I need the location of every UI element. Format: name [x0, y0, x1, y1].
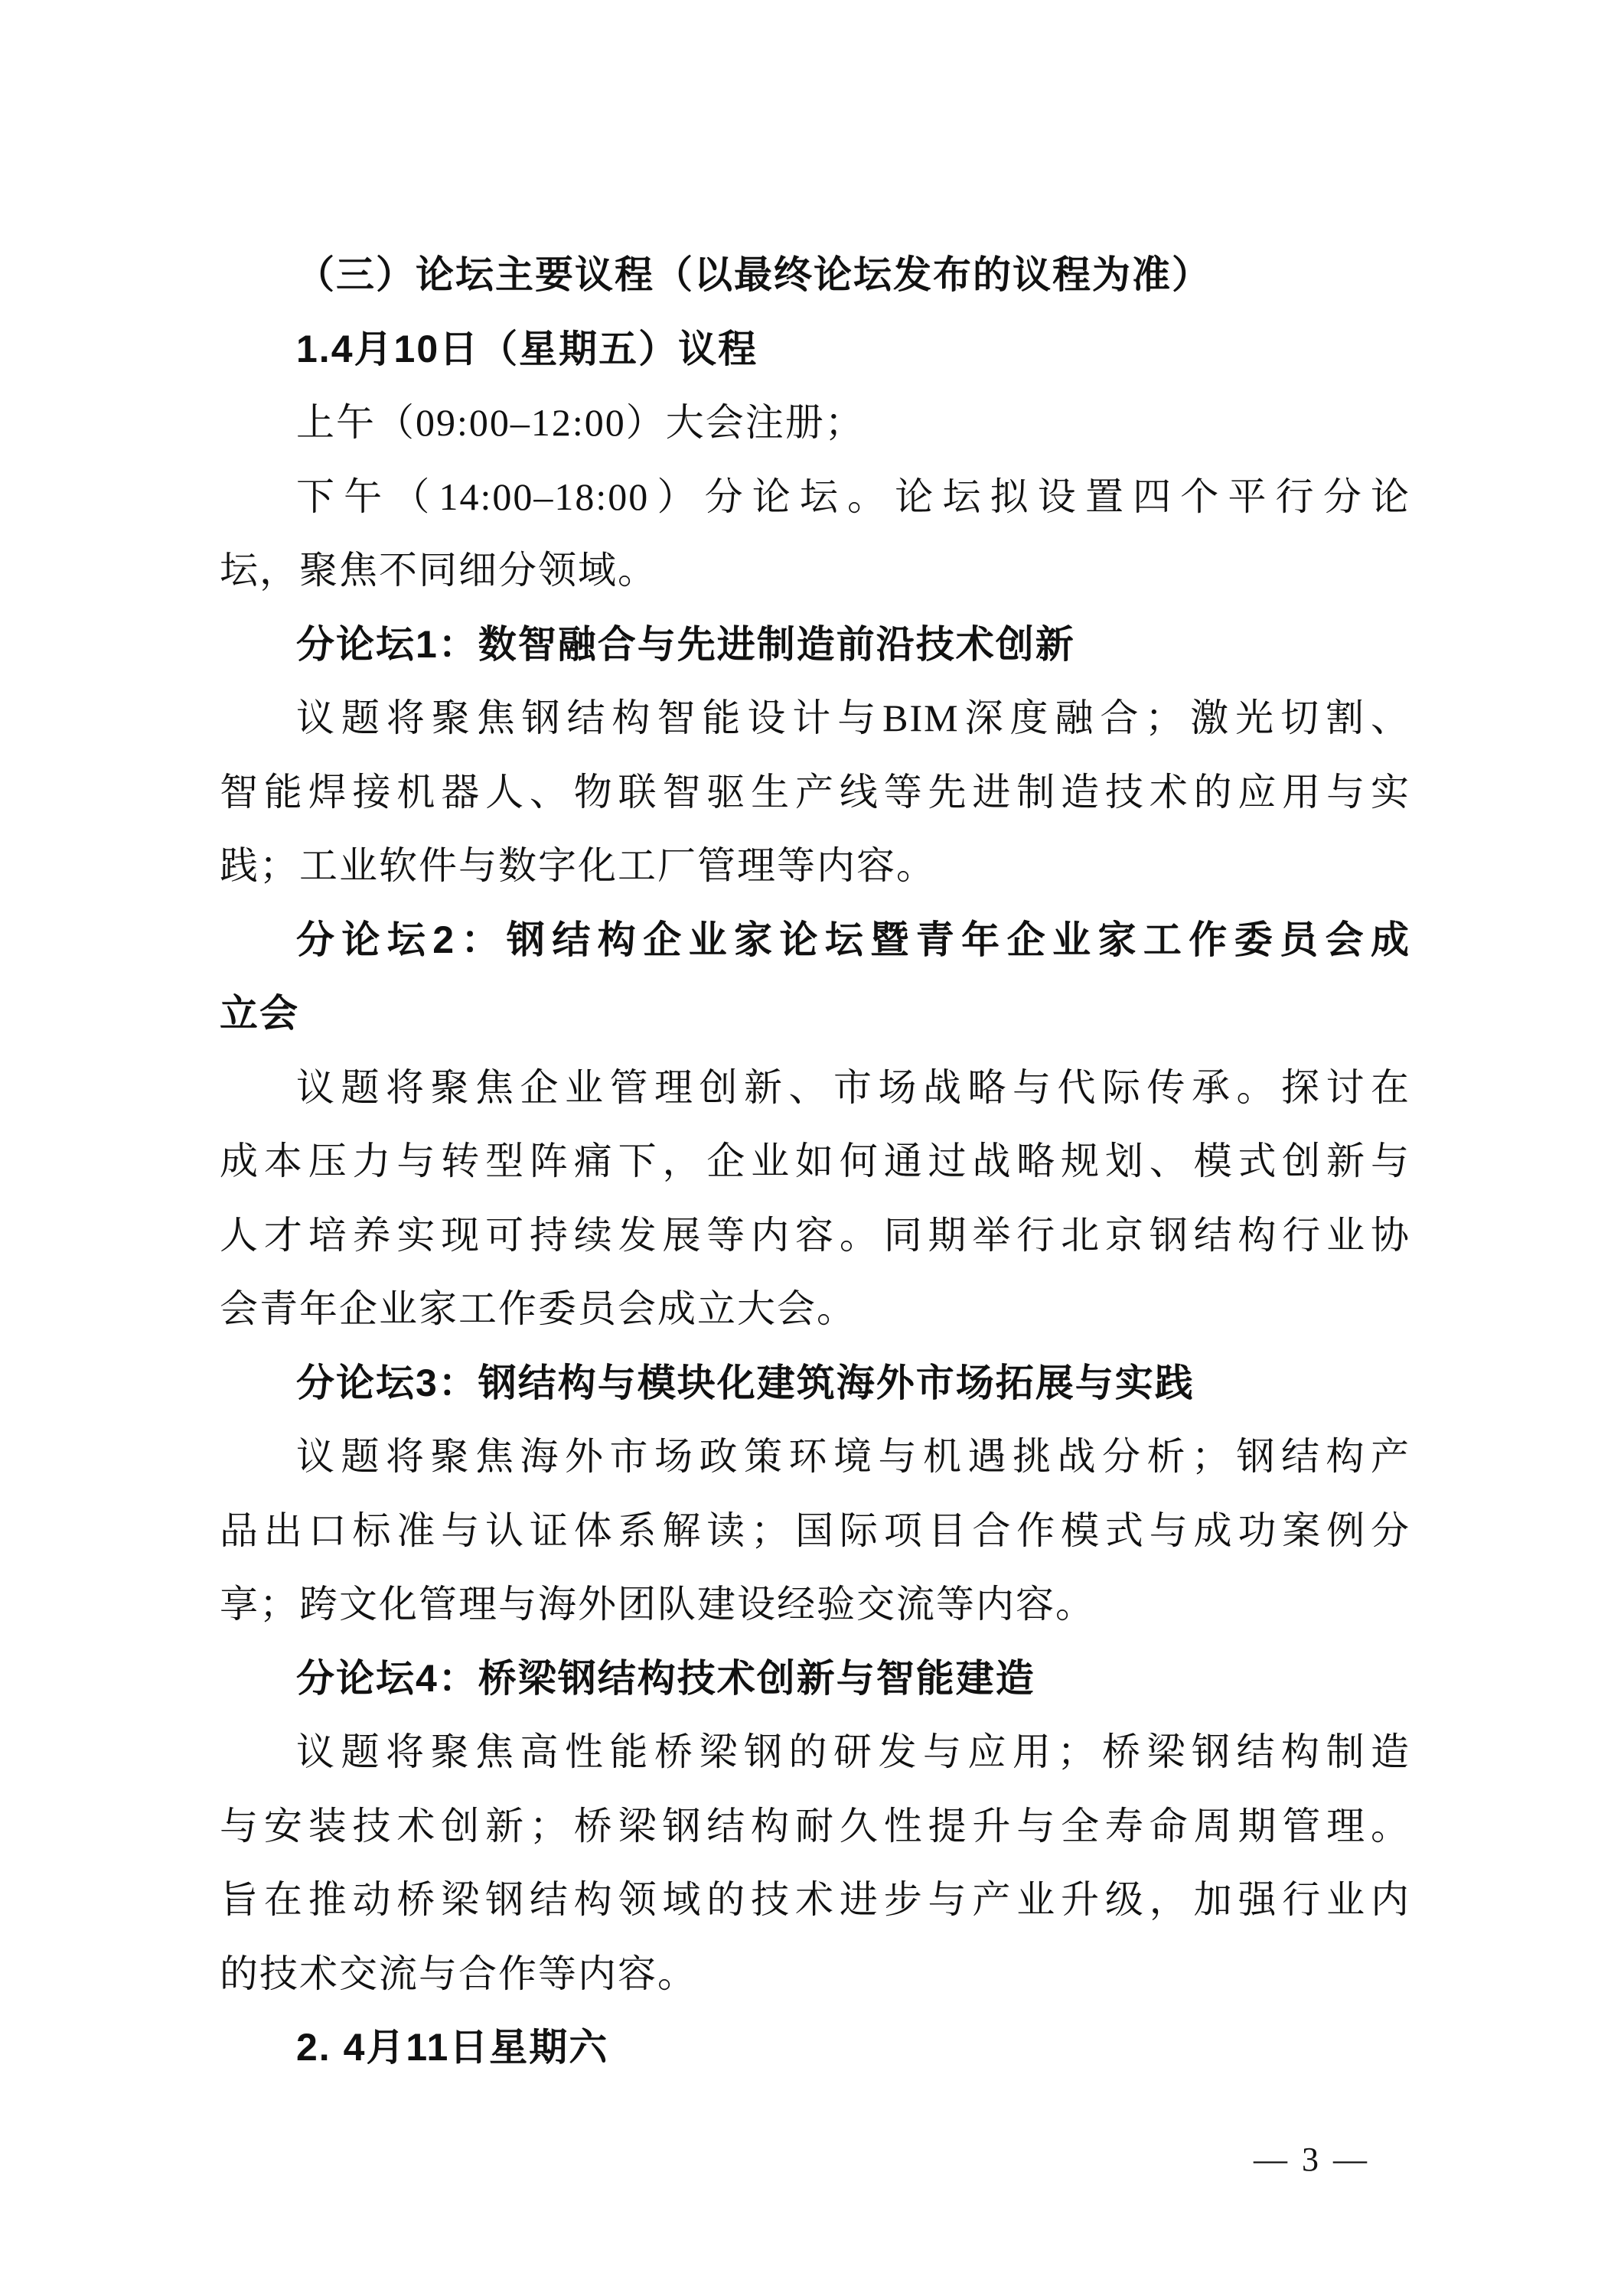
- forum-title-line: 分论坛4：桥梁钢结构技术创新与智能建造: [296, 1656, 1035, 1700]
- body-text-line: 享；跨文化管理与海外团队建设经验交流等内容。: [220, 1583, 1095, 1626]
- body-text-line: 智能焊接机器人、物联智驱生产线等先进制造技术的应用与实: [220, 770, 1410, 814]
- body-text-line: 议题将聚焦企业管理创新、市场战略与代际传承。探讨在: [296, 1065, 1410, 1109]
- body-text-line: 坛，聚焦不同细分领域。: [220, 549, 657, 592]
- body-text-line: 下午（14:00–18:00）分论坛。论坛拟设置四个平行分论: [296, 475, 1410, 518]
- forum-title-line: 分论坛1：数智融合与先进制造前沿技术创新: [296, 622, 1075, 666]
- document-body: [220, 238, 1410, 2085]
- body-text-line: 成本压力与转型阵痛下，企业如何通过战略规划、模式创新与: [220, 1140, 1410, 1182]
- body-text-line: 的技术交流与合作等内容。: [220, 1952, 697, 1995]
- forum-title-line: 立会: [220, 992, 299, 1035]
- body-text-line: 品出口标准与认证体系解读；国际项目合作模式与成功案例分: [220, 1508, 1410, 1552]
- body-text-line: 与安装技术创新；桥梁钢结构耐久性提升与全寿命周期管理。: [220, 1804, 1410, 1848]
- body-text-line: 践；工业软件与数字化工厂管理等内容。: [220, 844, 936, 887]
- body-text-line: 议题将聚焦海外市场政策环境与机遇挑战分析；钢结构产: [296, 1435, 1410, 1478]
- body-text-line: 议题将聚焦高性能桥梁钢的研发与应用；桥梁钢结构制造: [296, 1730, 1410, 1773]
- body-text-line: 上午（09:00–12:00）大会注册；: [296, 401, 865, 444]
- body-text-line: 旨在推动桥梁钢结构领域的技术进步与产业升级，加强行业内: [220, 1878, 1410, 1921]
- body-text-line: 议题将聚焦钢结构智能设计与BIM深度融合；激光切割、: [296, 696, 1410, 739]
- body-text-line: 人才培养实现可持续发展等内容。同期举行北京钢结构行业协: [220, 1213, 1410, 1257]
- page-number: — 3 —: [1254, 2141, 1370, 2178]
- section-heading: （三）论坛主要议程（以最终论坛发布的议程为准）: [296, 253, 1211, 296]
- agenda-day-heading: 1.4月10日（星期五）议程: [296, 327, 758, 370]
- agenda-day-heading: 2. 4月11日星期六: [296, 2026, 609, 2069]
- forum-title-line: 分论坛2：钢结构企业家论坛暨青年企业家工作委员会成: [296, 918, 1410, 961]
- forum-title-line: 分论坛3：钢结构与模块化建筑海外市场拓展与实践: [296, 1361, 1195, 1404]
- body-text-line: 会青年企业家工作委员会成立大会。: [220, 1287, 856, 1330]
